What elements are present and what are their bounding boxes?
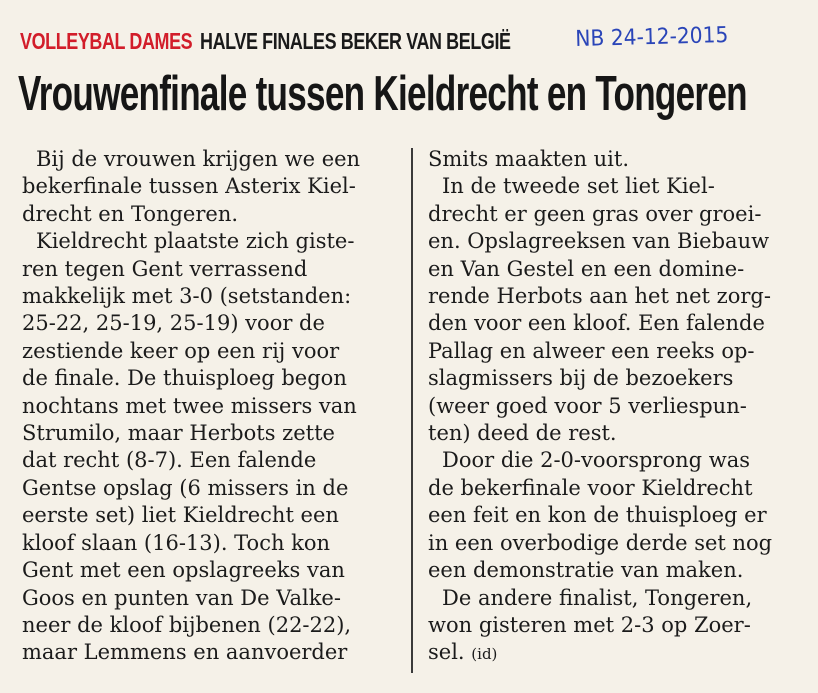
article-line — [22, 201, 402, 228]
article-line — [428, 639, 800, 668]
article-line — [428, 612, 800, 639]
article-line — [22, 639, 402, 666]
article-line-text: drecht er geen gras over groei- — [428, 201, 762, 226]
article-line — [428, 338, 800, 365]
article-line-text: de finale. De thuisploeg begon — [22, 366, 347, 391]
article-line-text: 25-22, 25-19, 25-19) voor de — [22, 311, 325, 336]
article-line — [428, 393, 800, 420]
article-line-text: Strumilo, maar Herbots zette — [22, 421, 335, 446]
author-signature: (id) — [471, 645, 498, 664]
article-line-text: ren tegen Gent verrassend — [22, 256, 308, 281]
article-kicker — [20, 28, 511, 55]
article-line-text: sel. — [428, 640, 465, 665]
article-line-text: slagmissers bij de bezoekers — [428, 366, 734, 391]
article-line-text: en Van Gestel en een domine- — [428, 256, 745, 281]
article-line-text: dat recht (8-7). Een falende — [22, 448, 317, 473]
article-line — [428, 365, 800, 392]
article-line — [22, 146, 402, 173]
article-line-text: Door die 2-0-voorsprong was — [442, 448, 751, 473]
article-line — [22, 612, 402, 639]
article-line — [22, 530, 402, 557]
article-line — [428, 585, 800, 612]
article-line-text: In de tweede set liet Kiel- — [442, 174, 715, 199]
article-line-text: rende Herbots aan het net zorg- — [428, 284, 771, 309]
article-line-text: Pallag en alweer een reeks op- — [428, 338, 755, 363]
article-column-left — [22, 146, 402, 667]
article-line — [22, 365, 402, 392]
article-line — [22, 338, 402, 365]
article-line-text: een demonstratie van maken. — [428, 558, 744, 583]
article-line — [22, 420, 402, 447]
article-line — [428, 310, 800, 337]
handwritten-date-note: NB 24-12-2015 — [575, 22, 729, 52]
article-line — [428, 283, 800, 310]
topic-label: HALVE FINALES BEKER VAN BELGIË — [200, 28, 511, 54]
article-line-text: maar Lemmens en aanvoerder — [22, 640, 348, 665]
section-label: VOLLEYBAL DAMES — [20, 28, 193, 54]
article-line — [428, 447, 800, 474]
article-line-text: de bekerfinale voor Kieldrecht — [428, 475, 753, 500]
article-line-text: den voor een kloof. Een falende — [428, 311, 765, 336]
article-line-text: kloof slaan (16-13). Toch kon — [22, 530, 331, 555]
article-line — [22, 310, 402, 337]
article-line-text: eerste set) liet Kieldrecht een — [22, 503, 339, 528]
article-line — [22, 228, 402, 255]
article-line-text: De andere finalist, Tongeren, — [442, 585, 753, 610]
column-divider — [411, 148, 413, 673]
article-line-text: makkelijk met 3-0 (setstanden: — [22, 284, 352, 309]
article-headline: Vrouwenfinale tussen Kieldrecht en Tongeren — [18, 67, 747, 121]
article-line — [428, 146, 800, 173]
article-line-text: bekerfinale tussen Asterix Kiel- — [22, 174, 356, 199]
article-line-text: ten) deed de rest. — [428, 421, 617, 446]
article-line — [22, 502, 402, 529]
article-line-text: Goos en punten van De Valke- — [22, 585, 341, 610]
article-line — [22, 447, 402, 474]
article-line-text: nochtans met twee missers van — [22, 393, 357, 418]
article-line — [428, 475, 800, 502]
article-line — [428, 530, 800, 557]
article-line-text: Gentse opslag (6 missers in de — [22, 475, 349, 500]
article-line — [22, 173, 402, 200]
article-line-text: en. Opslagreeksen van Biebauw — [428, 229, 770, 254]
article-line — [22, 283, 402, 310]
article-line — [428, 228, 800, 255]
article-line — [428, 502, 800, 529]
article-line — [428, 557, 800, 584]
article-line-text: Kieldrecht plaatste zich giste- — [36, 229, 355, 254]
article-line-text: drecht en Tongeren. — [22, 201, 239, 226]
article-line-text: Smits maakten uit. — [428, 147, 630, 171]
article-line — [428, 201, 800, 228]
article-line-text: won gisteren met 2-3 op Zoer- — [428, 612, 751, 637]
article-line — [22, 585, 402, 612]
article-line-text: een feit en kon de thuisploeg er — [428, 503, 767, 528]
article-line-text: in een overbodige derde set nog — [428, 530, 773, 555]
article-line — [428, 256, 800, 283]
article-line — [22, 475, 402, 502]
article-line — [22, 393, 402, 420]
article-column-right — [428, 146, 800, 669]
article-line — [428, 173, 800, 200]
article-line-text: Bij de vrouwen krijgen we een — [36, 147, 361, 171]
article-line-text: Gent met een opslagreeks van — [22, 558, 345, 583]
article-line-text: neer de kloof bijbenen (22-22), — [22, 612, 352, 637]
article-line — [22, 557, 402, 584]
article-line-text: (weer goed voor 5 verliespun- — [428, 393, 747, 418]
article-line — [428, 420, 800, 447]
article-line — [22, 256, 402, 283]
article-line-text: zestiende keer op een rij voor — [22, 338, 340, 363]
